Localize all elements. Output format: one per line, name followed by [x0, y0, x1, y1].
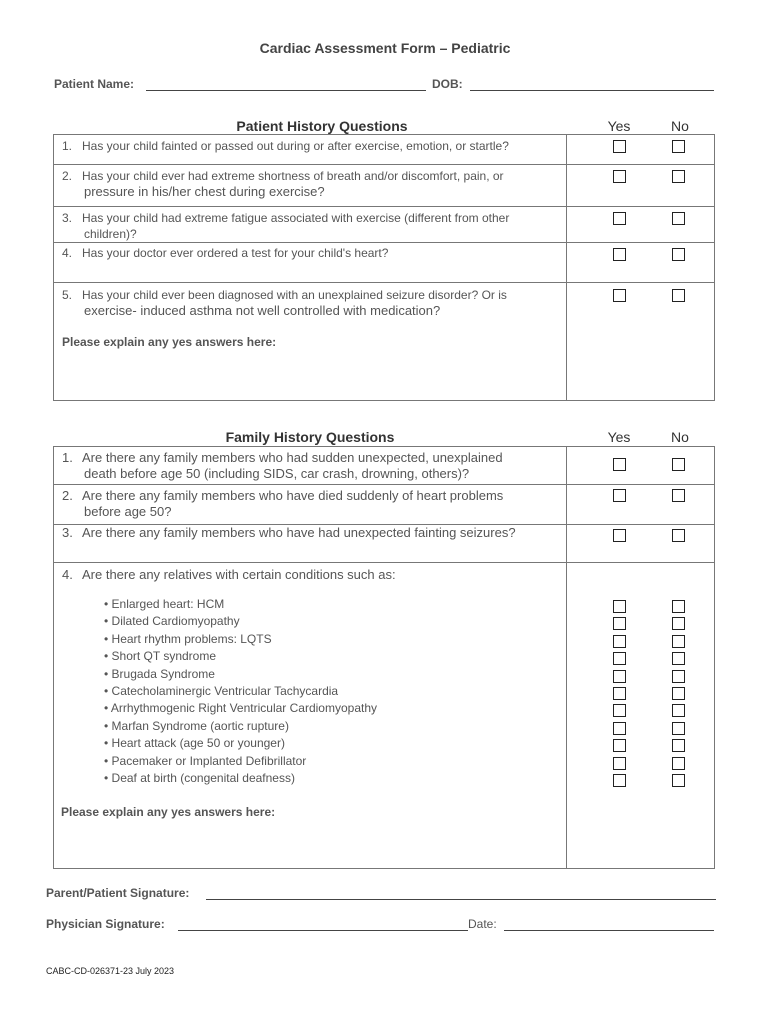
- yes-checkbox[interactable]: [613, 212, 626, 225]
- yes-checkbox[interactable]: [613, 458, 626, 471]
- no-checkbox[interactable]: [672, 289, 685, 302]
- condition-no-checkbox[interactable]: [672, 652, 685, 665]
- question-text: 3. Has your child had extreme fatigue associated with exercise (different from other children)?: [62, 211, 510, 241]
- condition-item: • Arrhythmogenic Right Ventricular Cardiomyopathy: [104, 701, 377, 716]
- yes-checkbox[interactable]: [613, 289, 626, 302]
- dob-field[interactable]: [470, 90, 714, 91]
- condition-no-checkbox[interactable]: [672, 704, 685, 717]
- condition-no-checkbox[interactable]: [672, 774, 685, 787]
- form-title: Cardiac Assessment Form – Pediatric: [259, 40, 511, 56]
- patient-explain-label: Please explain any yes answers here:: [62, 335, 277, 349]
- table-row: [54, 283, 715, 401]
- condition-item: • Catecholaminergic Ventricular Tachycardia: [104, 684, 339, 699]
- conditions-checkbox-column: [567, 563, 715, 869]
- question-text: 4. Are there any relatives with certain conditions such as:: [62, 567, 396, 582]
- condition-item: • Marfan Syndrome (aortic rupture): [104, 718, 289, 733]
- question-text: 4. Has your doctor ever ordered a test for your child's heart?: [62, 246, 389, 260]
- table-row: [54, 563, 715, 869]
- condition-yes-checkbox[interactable]: [613, 774, 626, 787]
- yes-checkbox[interactable]: [613, 140, 626, 153]
- condition-item: • Brugada Syndrome: [104, 666, 215, 681]
- condition-no-checkbox[interactable]: [672, 635, 685, 648]
- no-checkbox[interactable]: [672, 248, 685, 261]
- table-row: [54, 447, 715, 485]
- condition-yes-checkbox[interactable]: [613, 687, 626, 700]
- family-history-heading: Family History Questions: [225, 429, 395, 445]
- question-text: 3. Are there any family members who have had unexpected fainting seizures?: [62, 525, 516, 540]
- condition-item: • Heart rhythm problems: LQTS: [104, 631, 272, 646]
- condition-item: • Heart attack (age 50 or younger): [104, 736, 285, 751]
- family-history-table: [53, 446, 715, 869]
- table-row: [54, 485, 715, 525]
- date-field[interactable]: [504, 930, 714, 931]
- no-checkbox[interactable]: [672, 212, 685, 225]
- yes-checkbox[interactable]: [613, 529, 626, 542]
- table-row: [54, 135, 715, 165]
- question-text: 1. Has your child fainted or passed out during or after exercise, emotion, or startle?: [62, 139, 509, 153]
- condition-item: • Pacemaker or Implanted Defibrillator: [104, 753, 307, 768]
- condition-yes-checkbox[interactable]: [613, 757, 626, 770]
- condition-item: • Enlarged heart: HCM: [104, 597, 225, 611]
- condition-no-checkbox[interactable]: [672, 617, 685, 630]
- condition-no-checkbox[interactable]: [672, 687, 685, 700]
- patient-history-table: [53, 134, 715, 401]
- family-explain-label: Please explain any yes answers here:: [61, 805, 276, 819]
- conditions-list: [104, 596, 377, 787]
- table-row: [54, 165, 715, 207]
- no-checkbox[interactable]: [672, 489, 685, 502]
- physician-signature-field[interactable]: [178, 930, 468, 931]
- condition-yes-checkbox[interactable]: [613, 617, 626, 630]
- condition-no-checkbox[interactable]: [672, 722, 685, 735]
- condition-yes-checkbox[interactable]: [613, 635, 626, 648]
- table-row: [54, 243, 715, 283]
- condition-yes-checkbox[interactable]: [613, 670, 626, 683]
- physician-signature-label: Physician Signature:: [46, 917, 165, 931]
- no-checkbox[interactable]: [672, 458, 685, 471]
- condition-item: • Deaf at birth (congenital deafness): [104, 771, 295, 786]
- footer-code: CABC-CD-026371-23 July 2023: [46, 966, 175, 976]
- patient-name-label: Patient Name:: [54, 77, 135, 91]
- condition-yes-checkbox[interactable]: [613, 600, 626, 613]
- yes-checkbox[interactable]: [613, 170, 626, 183]
- table-row: [54, 525, 715, 563]
- condition-no-checkbox[interactable]: [672, 600, 685, 613]
- no-checkbox[interactable]: [672, 140, 685, 153]
- patient-no-header: No: [671, 118, 689, 134]
- patient-name-field[interactable]: [146, 90, 426, 91]
- family-yes-header: Yes: [607, 429, 631, 445]
- question-text: 2. Has your child ever had extreme shortness of breath and/or discomfort, pain, or pressure in his/her chest during exercise?: [62, 169, 504, 199]
- condition-no-checkbox[interactable]: [672, 739, 685, 752]
- question-text: 2. Are there any family members who have died suddenly of heart problems before age 50?: [62, 488, 504, 519]
- patient-yes-header: Yes: [607, 118, 631, 134]
- condition-yes-checkbox[interactable]: [613, 722, 626, 735]
- condition-no-checkbox[interactable]: [672, 670, 685, 683]
- condition-no-checkbox[interactable]: [672, 757, 685, 770]
- condition-yes-checkbox[interactable]: [613, 652, 626, 665]
- yes-checkbox[interactable]: [613, 248, 626, 261]
- question-text: 1. Are there any family members who had sudden unexpected, unexplained death before age 50 (including SIDS, car crash, drowning, others)?: [62, 450, 503, 481]
- question-text: 5. Has your child ever been diagnosed with an unexplained seizure disorder? Or is exercise- induced asthma not well controlled with medication?: [62, 288, 507, 318]
- parent-signature-label: Parent/Patient Signature:: [46, 886, 190, 900]
- patient-history-heading: Patient History Questions: [236, 118, 408, 134]
- dob-label: DOB:: [432, 77, 463, 91]
- family-no-header: No: [671, 429, 689, 445]
- yes-checkbox[interactable]: [613, 489, 626, 502]
- no-checkbox[interactable]: [672, 529, 685, 542]
- date-label: Date:: [468, 917, 497, 931]
- condition-yes-checkbox[interactable]: [613, 704, 626, 717]
- condition-item: • Short QT syndrome: [104, 649, 217, 664]
- parent-signature-field[interactable]: [206, 899, 716, 900]
- no-checkbox[interactable]: [672, 170, 685, 183]
- condition-yes-checkbox[interactable]: [613, 739, 626, 752]
- table-row: [54, 207, 715, 243]
- condition-item: • Dilated Cardiomyopathy: [104, 614, 240, 629]
